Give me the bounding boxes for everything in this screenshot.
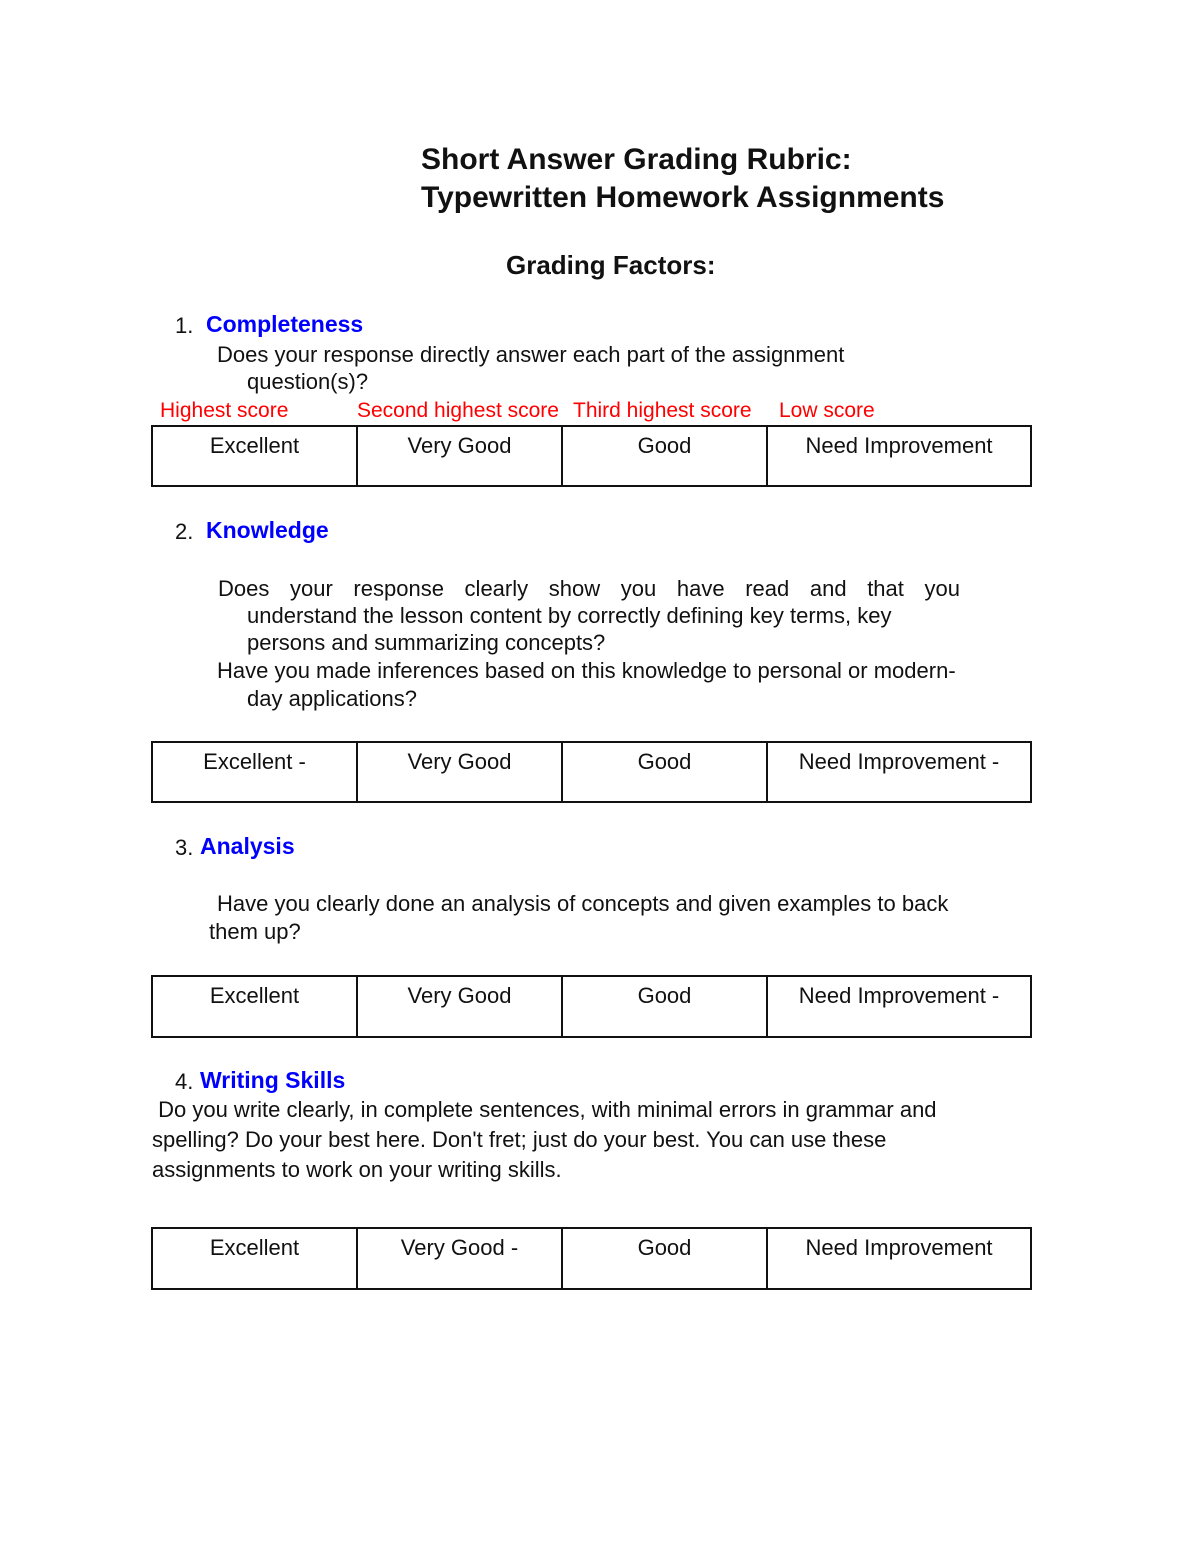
- score-label: Highest score: [160, 399, 289, 422]
- rubric-cell: Very Good: [358, 743, 563, 801]
- rubric-cell: Excellent: [153, 427, 358, 485]
- factor-description: assignments to work on your writing skills.: [152, 1157, 562, 1182]
- factor-number: 2.: [175, 519, 194, 544]
- rubric-cell: Very Good: [358, 427, 563, 485]
- rubric-cell: Excellent: [153, 977, 358, 1036]
- factor-description: Do you write clearly, in complete sentences, with minimal errors in grammar and: [152, 1097, 937, 1122]
- rubric-table-completeness: [151, 425, 1032, 487]
- rubric-cell: Excellent: [153, 1229, 358, 1288]
- rubric-cell: Good: [563, 427, 768, 485]
- factor-number: 3.: [175, 835, 194, 860]
- rubric-table-writing-skills: [151, 1227, 1032, 1290]
- factor-description: Have you made inferences based on this knowledge to personal or modern-: [217, 658, 956, 683]
- factor-number: 1.: [175, 313, 194, 338]
- rubric-table-knowledge: [151, 741, 1032, 803]
- rubric-table-analysis: [151, 975, 1032, 1038]
- factor-heading-analysis: Analysis: [200, 833, 295, 859]
- title-line-1: Short Answer Grading Rubric:: [421, 143, 852, 176]
- factor-description: Does your response directly answer each part of the assignment: [217, 342, 845, 367]
- factor-description: spelling? Do your best here. Don't fret; just do your best. You can use these: [152, 1127, 887, 1152]
- score-label: Low score: [779, 399, 875, 422]
- factor-description: understand the lesson content by correctly defining key terms, key: [247, 603, 892, 628]
- rubric-cell: Good: [563, 1229, 768, 1288]
- factor-description: Have you clearly done an analysis of concepts and given examples to back: [217, 891, 949, 916]
- factor-description: persons and summarizing concepts?: [247, 630, 606, 655]
- score-label: Third highest score: [573, 399, 752, 422]
- factor-description: them up?: [209, 919, 301, 944]
- rubric-cell: Excellent -: [153, 743, 358, 801]
- score-label: Second highest score: [357, 399, 559, 422]
- rubric-cell: Need Improvement -: [798, 983, 1000, 1008]
- factor-description: day applications?: [247, 686, 418, 711]
- rubric-cell: Need Improvement -: [798, 749, 1000, 774]
- rubric-cell: Very Good -: [358, 1229, 563, 1288]
- title-line-2: Typewritten Homework Assignments: [421, 181, 945, 214]
- factor-heading-knowledge: Knowledge: [206, 517, 329, 543]
- rubric-cell: Very Good: [358, 977, 563, 1036]
- rubric-cell: Need Improvement: [805, 1235, 993, 1260]
- factor-description: Does your response clearly show you have read and that you: [218, 576, 960, 601]
- rubric-cell: Good: [563, 743, 768, 801]
- grading-factors-heading: Grading Factors:: [506, 250, 716, 280]
- factor-heading-completeness: Completeness: [206, 311, 364, 337]
- factor-number: 4.: [175, 1069, 194, 1094]
- rubric-cell: Good: [563, 977, 768, 1036]
- factor-description: question(s)?: [247, 369, 369, 394]
- rubric-cell: Need Improvement: [805, 433, 993, 458]
- factor-heading-writing-skills: Writing Skills: [200, 1067, 346, 1093]
